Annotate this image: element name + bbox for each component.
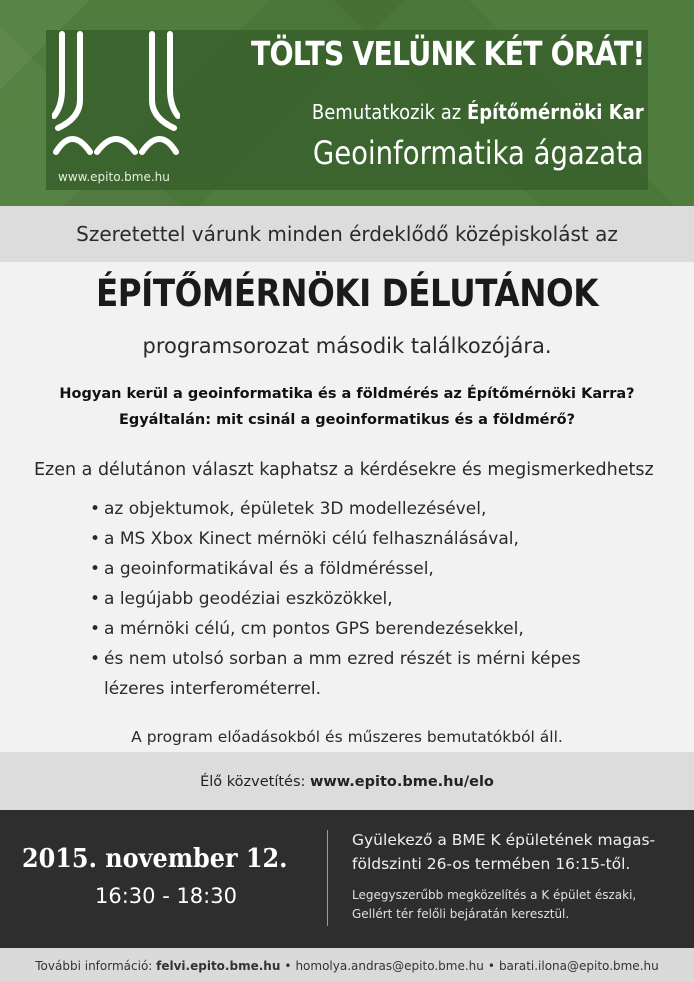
- list-item-text: lézeres interferométerrel.: [104, 679, 322, 699]
- invite-text: Szeretettel várunk minden érdeklődő középiskolást az: [0, 206, 694, 262]
- footer-link[interactable]: felvi.epito.bme.hu: [156, 959, 281, 973]
- header-subtitle-faculty: Építőmérnöki Kar: [467, 100, 644, 124]
- bullet-icon: •: [90, 619, 101, 639]
- list-item-text: a MS Xbox Kinect mérnöki célú felhasználásával,: [104, 529, 519, 549]
- event-route: [352, 886, 636, 924]
- list-item-text: az objektumok, épületek 3D modellezésével,: [104, 499, 487, 519]
- main-title: ÉPÍTŐMÉRNÖKI DÉLUTÁNOK: [95, 272, 599, 315]
- event-place: [352, 828, 655, 876]
- event-date: 2015. november 12.: [22, 844, 288, 874]
- list-item-continuation: [90, 674, 581, 704]
- event-place-line: Gyülekező a BME K épületének magas-: [352, 831, 656, 849]
- footer-separator: •: [487, 959, 495, 973]
- bullet-icon: •: [90, 559, 101, 579]
- footer-email[interactable]: barati.ilona@epito.bme.hu: [498, 959, 659, 973]
- list-item: [90, 584, 581, 614]
- list-item-text: a mérnöki célú, cm pontos GPS berendezésekkel,: [104, 619, 524, 639]
- headline: TÖLTS VELÜNK KÉT ÓRÁT!: [250, 34, 644, 73]
- header-banner: [0, 0, 694, 206]
- list-item: [90, 524, 581, 554]
- list-item: [90, 614, 581, 644]
- list-item: [90, 644, 581, 674]
- bullet-icon: •: [90, 589, 101, 609]
- header-subtitle-prefix: Bemutatkozik az: [312, 100, 468, 124]
- event-place-line: földszinti 26-os termében 16:15-től.: [352, 855, 631, 873]
- footer: [0, 948, 694, 982]
- list-item-text: a geoinformatikával és a földméréssel,: [104, 559, 434, 579]
- event-route-line: Legegyszerűbb megközelítés a K épület északi,: [352, 888, 637, 902]
- list-item-text: és nem utolsó sorban a mm ezred részét is mérni képes: [104, 649, 581, 669]
- topics-list: [90, 494, 581, 704]
- event-time: 16:30 - 18:30: [95, 884, 237, 908]
- list-item-text: a legújabb geodéziai eszközökkel,: [104, 589, 393, 609]
- question-1: Hogyan kerül a geoinformatika és a földmérés az Építőmérnöki Karra?: [59, 386, 635, 402]
- footer-label: További információ:: [35, 959, 157, 973]
- program-note: A program előadásokból és műszeres bemutatókból áll.: [131, 728, 563, 746]
- question-2: Egyáltalán: mit csinál a geoinformatikus és a földmérő?: [118, 412, 576, 428]
- event-route-line: Gellért tér felőli bejáratán keresztül.: [352, 907, 570, 921]
- footer-separator: •: [284, 959, 292, 973]
- list-item: [90, 494, 581, 524]
- live-stream-band: [0, 752, 694, 810]
- header-subtitle: [312, 100, 644, 124]
- footer-email[interactable]: homolya.andras@epito.bme.hu: [295, 959, 484, 973]
- header-subtitle-branch: Geoinformatika ágazata: [313, 134, 644, 172]
- bullet-icon: •: [90, 499, 101, 519]
- bme-epito-logo-icon: [52, 30, 180, 160]
- live-label: Élő közvetítés:: [200, 774, 310, 790]
- intro-text: Ezen a délutánon választ kaphatsz a kérdésekre és megismerkedhetsz: [34, 460, 654, 480]
- bullet-icon: •: [90, 649, 101, 669]
- list-item: [90, 554, 581, 584]
- site-url[interactable]: www.epito.bme.hu: [58, 170, 170, 184]
- divider: [327, 830, 328, 926]
- bullet-icon: •: [90, 529, 101, 549]
- event-details: [0, 810, 694, 948]
- live-stream-link[interactable]: www.epito.bme.hu/elo: [310, 774, 494, 790]
- program-subtitle: programsorozat második találkozójára.: [142, 334, 552, 358]
